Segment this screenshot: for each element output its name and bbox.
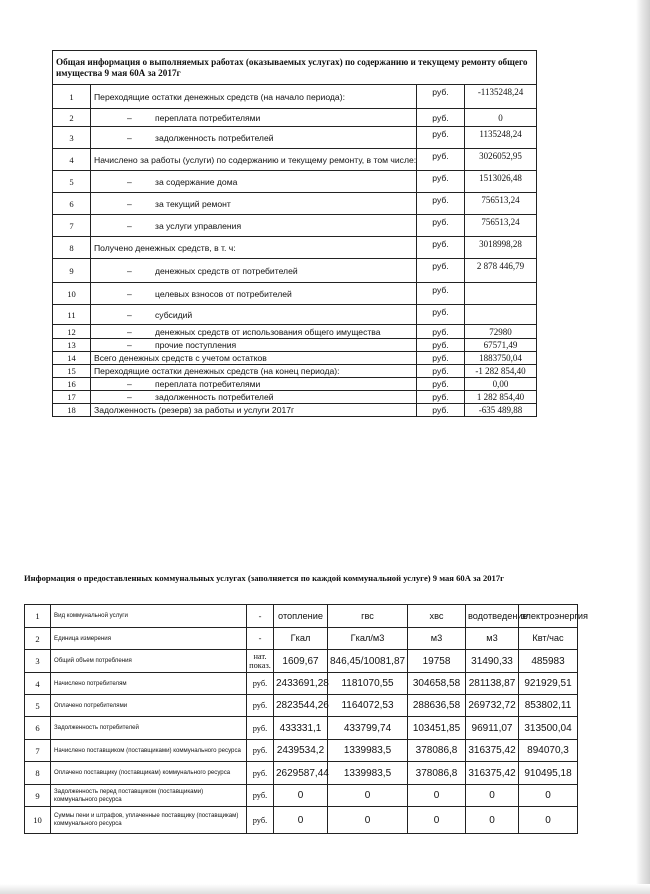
row-number: 16 [53, 378, 91, 391]
utility-type-header: водотведение [466, 605, 519, 628]
row-label: Переходящие остатки денежных средств (на начало периода): [94, 91, 345, 102]
utilities-caption: Информация о предоставленных коммунальных услугах (заполняется по каждой коммунальной услуге) 9 мая 60А за 2017г [24, 573, 505, 583]
utility-type-header: гвс [328, 605, 408, 628]
row-label-cell [91, 215, 417, 237]
utility-type-header: электроэнергия [519, 605, 578, 628]
dash-marker: – [127, 198, 132, 209]
utility-value: 2439534,2 [274, 740, 328, 762]
row-label: денежных средств от потребителей [155, 265, 298, 276]
utility-value: 1181070,55 [328, 673, 408, 695]
row-label: задолженность потребителей [155, 392, 274, 402]
utility-value: 269732,72 [466, 695, 519, 717]
utility-value: 1609,67 [274, 650, 328, 673]
utility-value: 0 [274, 785, 328, 807]
row-value: 1135248,24 [465, 127, 537, 149]
row-value: 3026052,95 [465, 149, 537, 171]
row-label-cell [91, 127, 417, 149]
row-label: субсидий [155, 309, 193, 320]
utility-value: 433799,74 [328, 717, 408, 740]
utility-value: 288636,58 [408, 695, 466, 717]
utility-value: 0 [274, 807, 328, 834]
dash-marker: – [127, 176, 132, 187]
row-unit: руб. [417, 305, 465, 325]
row-value: 756513,24 [465, 215, 537, 237]
row-number: 17 [53, 391, 91, 404]
general-info-table [52, 50, 537, 417]
utility-value: 316375,42 [466, 740, 519, 762]
row-number: 4 [53, 149, 91, 171]
row-unit: руб. [247, 695, 274, 717]
row-value: 0 [465, 109, 537, 127]
utility-value: 281138,87 [466, 673, 519, 695]
utility-value: 2629587,44 [274, 762, 328, 785]
row-number: 10 [25, 807, 51, 834]
row-unit: руб. [247, 762, 274, 785]
utility-value: 0 [408, 807, 466, 834]
row-label: Начислено поставщиком (поставщиками) коммунального ресурса [51, 740, 247, 762]
row-number: 15 [53, 365, 91, 378]
general-info-row [53, 339, 537, 352]
row-unit: руб. [417, 325, 465, 339]
dash-marker: – [127, 288, 132, 299]
row-unit: - [247, 605, 274, 628]
utility-type-header: отопление [274, 605, 328, 628]
utility-value: 378086,8 [408, 740, 466, 762]
utility-value: 0 [519, 785, 578, 807]
row-unit: руб. [417, 215, 465, 237]
general-info-row [53, 325, 537, 339]
utility-value: 485983 [519, 650, 578, 673]
row-label: Задолженность (резерв) за работы и услуги 2017г [94, 405, 295, 415]
general-info-row [53, 378, 537, 391]
row-label-cell [91, 237, 417, 259]
row-number: 2 [25, 628, 51, 650]
utility-value: 0 [408, 785, 466, 807]
row-number: 18 [53, 404, 91, 417]
utility-value: 433331,1 [274, 717, 328, 740]
row-label: прочие поступления [155, 340, 237, 350]
row-number: 1 [25, 605, 51, 628]
utility-value: 316375,42 [466, 762, 519, 785]
general-info-row [53, 171, 537, 193]
row-label: задолженность потребителей [155, 132, 274, 143]
row-label: за текущий ремонт [155, 198, 231, 209]
row-number: 8 [53, 237, 91, 259]
utility-value: 1164072,53 [328, 695, 408, 717]
utility-value: 0 [466, 785, 519, 807]
utility-value: 0 [519, 807, 578, 834]
utility-value: 31490,33 [466, 650, 519, 673]
row-number: 12 [53, 325, 91, 339]
row-label: денежных средств от использования общего имущества [155, 326, 381, 337]
row-unit: руб. [417, 283, 465, 305]
row-label-cell [91, 171, 417, 193]
row-unit: руб. [417, 391, 465, 404]
utility-value: 313500,04 [519, 717, 578, 740]
utilities-row [25, 717, 578, 740]
row-number: 6 [25, 717, 51, 740]
general-info-row [53, 352, 537, 365]
utilities-row [25, 695, 578, 717]
row-unit: руб. [417, 365, 465, 378]
row-number: 11 [53, 305, 91, 325]
utility-type-header: хвс [408, 605, 466, 628]
general-info-row [53, 149, 537, 171]
utilities-table [24, 604, 588, 834]
row-value [465, 305, 537, 325]
row-value: 3018998,28 [465, 237, 537, 259]
row-number: 5 [53, 171, 91, 193]
row-unit: - [247, 628, 274, 650]
row-unit: руб. [417, 85, 465, 109]
row-value: 67571,49 [465, 339, 537, 352]
row-value: -635 489,88 [465, 404, 537, 417]
row-value: 2 878 446,79 [465, 259, 537, 283]
row-number: 10 [53, 283, 91, 305]
general-info-row [53, 215, 537, 237]
row-unit: руб. [417, 237, 465, 259]
row-label: переплата потребителями [155, 112, 261, 123]
dash-marker: – [127, 379, 132, 389]
utility-value: 19758 [408, 650, 466, 673]
row-number: 5 [25, 695, 51, 717]
row-number: 7 [25, 740, 51, 762]
scan-bottom-shadow [0, 884, 650, 894]
row-label-cell [91, 305, 417, 325]
row-unit: руб. [417, 171, 465, 193]
utility-value: 894070,3 [519, 740, 578, 762]
general-info-row [53, 404, 537, 417]
row-label: переплата потребителями [155, 379, 261, 389]
general-info-row [53, 365, 537, 378]
row-label: Переходящие остатки денежных средств (на конец периода): [94, 366, 340, 376]
general-info-row [53, 283, 537, 305]
utilities-header-row [25, 605, 578, 628]
general-info-row [53, 237, 537, 259]
utility-value: 910495,18 [519, 762, 578, 785]
row-label-cell [91, 378, 417, 391]
utilities-row [25, 785, 578, 807]
row-number: 3 [25, 650, 51, 673]
dash-marker: – [127, 220, 132, 231]
utility-value: 853802,11 [519, 695, 578, 717]
row-unit: нат. показ. [247, 650, 274, 673]
row-unit: руб. [417, 352, 465, 365]
row-label-cell [91, 149, 417, 171]
row-label-cell [91, 259, 417, 283]
row-number: 8 [25, 762, 51, 785]
row-label-cell [91, 391, 417, 404]
utilities-row [25, 740, 578, 762]
row-label: Оплачено потребителями [51, 695, 247, 717]
row-value: 1883750,04 [465, 352, 537, 365]
utility-value: 1339983,5 [328, 762, 408, 785]
row-unit: руб. [417, 193, 465, 215]
utilities-row [25, 650, 578, 673]
row-unit: руб. [247, 740, 274, 762]
dash-marker: – [127, 326, 132, 337]
utilities-row [25, 807, 578, 834]
utility-value: 0 [328, 807, 408, 834]
row-value: 1 282 854,40 [465, 391, 537, 404]
row-label-cell [91, 352, 417, 365]
dash-marker: – [127, 309, 132, 320]
scan-edge-shadow [636, 0, 650, 894]
dash-marker: – [127, 265, 132, 276]
row-unit: руб. [417, 109, 465, 127]
general-info-row [53, 305, 537, 325]
row-number: 3 [53, 127, 91, 149]
general-info-title: Общая информация о выполняемых работах (оказываемых услугах) по содержанию и текущему ремонту общего имущества 9 мая 60А за 2017г [53, 51, 537, 85]
dash-marker: – [127, 132, 132, 143]
row-unit: руб. [247, 807, 274, 834]
utility-value: Квт/час [519, 628, 578, 650]
utility-value: 1339983,5 [328, 740, 408, 762]
utility-value: Гкал/м3 [328, 628, 408, 650]
dash-marker: – [127, 392, 132, 402]
dash-marker: – [127, 340, 132, 350]
row-unit: руб. [417, 378, 465, 391]
row-label: целевых взносов от потребителей [155, 288, 292, 299]
row-number: 9 [53, 259, 91, 283]
row-label: Задолженность перед поставщиком (поставщиками) коммунального ресурса [51, 785, 247, 807]
utility-value: м3 [408, 628, 466, 650]
row-value: 72980 [465, 325, 537, 339]
row-unit: руб. [417, 149, 465, 171]
general-info-row [53, 85, 537, 109]
row-label-cell [91, 283, 417, 305]
row-label: Получено денежных средств, в т. ч: [94, 242, 236, 253]
row-number: 9 [25, 785, 51, 807]
row-label: Единица измерения [51, 628, 247, 650]
row-unit: руб. [417, 259, 465, 283]
row-label: за услуги управления [155, 220, 242, 231]
utility-value: 96911,07 [466, 717, 519, 740]
row-unit: руб. [417, 127, 465, 149]
row-number: 7 [53, 215, 91, 237]
row-label: Начислено потребителям [51, 673, 247, 695]
utility-value: 103451,85 [408, 717, 466, 740]
general-info-title-row [53, 51, 537, 85]
general-info-row [53, 259, 537, 283]
utility-value: 378086,8 [408, 762, 466, 785]
utility-value: 2433691,28 [274, 673, 328, 695]
row-value: -1 282 854,40 [465, 365, 537, 378]
row-label-cell [91, 365, 417, 378]
row-number: 2 [53, 109, 91, 127]
utilities-row [25, 762, 578, 785]
utility-value: 304658,58 [408, 673, 466, 695]
utility-value: 0 [328, 785, 408, 807]
row-label-cell [91, 85, 417, 109]
row-number: 6 [53, 193, 91, 215]
utility-value: 2823544,26 [274, 695, 328, 717]
utilities-row [25, 628, 578, 650]
row-unit: руб. [417, 404, 465, 417]
row-unit: руб. [247, 785, 274, 807]
row-label-cell [91, 404, 417, 417]
utility-value: Гкал [274, 628, 328, 650]
utility-value: 846,45/10081,87 [328, 650, 408, 673]
row-number: 14 [53, 352, 91, 365]
row-label: Начислено за работы (услуги) по содержанию и текущему ремонту, в том числе: [94, 154, 417, 165]
dash-marker: – [127, 112, 132, 123]
row-label-cell [91, 109, 417, 127]
row-number: 4 [25, 673, 51, 695]
row-number: 1 [53, 85, 91, 109]
general-info-row [53, 127, 537, 149]
row-label: Всего денежных средств с учетом остатков [94, 353, 267, 363]
utility-value: 0 [466, 807, 519, 834]
row-value: -1135248,24 [465, 85, 537, 109]
row-label: Оплачено поставщику (поставщикам) коммунального ресурса [51, 762, 247, 785]
row-label: за содержание дома [155, 176, 238, 187]
row-label-cell [91, 193, 417, 215]
row-label-cell [91, 339, 417, 352]
utilities-row [25, 673, 578, 695]
row-unit: руб. [247, 673, 274, 695]
row-unit: руб. [417, 339, 465, 352]
row-value: 0,00 [465, 378, 537, 391]
general-info-row [53, 109, 537, 127]
row-value: 756513,24 [465, 193, 537, 215]
row-label: Задолженность потребителей [51, 717, 247, 740]
row-label: Суммы пени и штрафов, уплаченные поставщику (поставщикам) коммунального ресурса [51, 807, 247, 834]
row-number: 13 [53, 339, 91, 352]
row-label: Вид коммунальной услуги [51, 605, 247, 628]
utility-value: м3 [466, 628, 519, 650]
utility-value: 921929,51 [519, 673, 578, 695]
row-label-cell [91, 325, 417, 339]
general-info-row [53, 193, 537, 215]
row-value: 1513026,48 [465, 171, 537, 193]
row-label: Общий объем потребления [51, 650, 247, 673]
row-value [465, 283, 537, 305]
general-info-row [53, 391, 537, 404]
row-unit: руб. [247, 717, 274, 740]
